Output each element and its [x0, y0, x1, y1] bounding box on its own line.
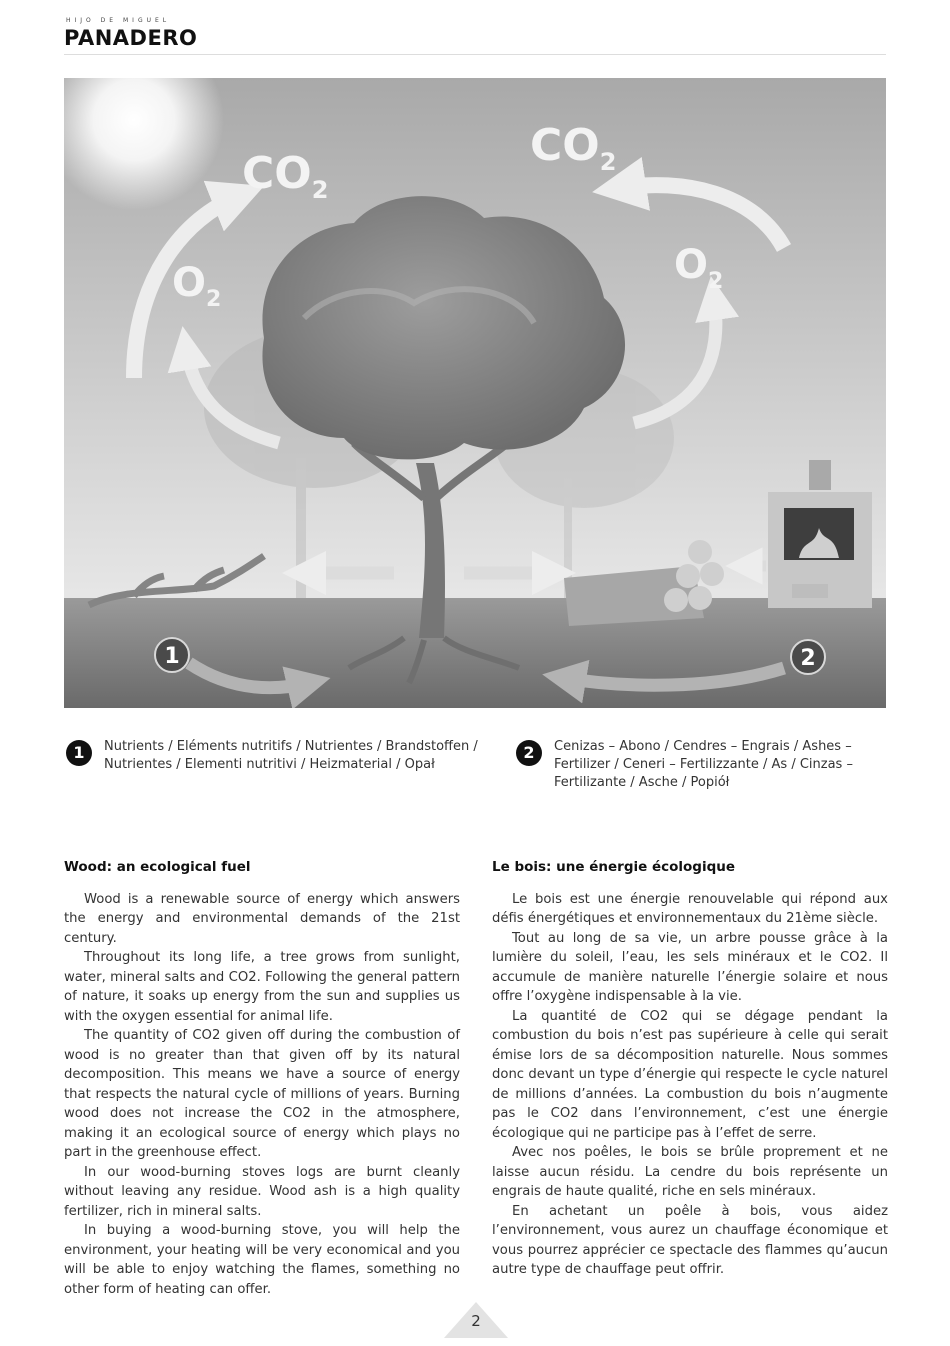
carbon-cycle-svg [64, 78, 886, 708]
legend-text-1 [104, 738, 478, 774]
french-paragraph-3: La quantité de CO2 qui se dégage pendant la combustion du bois n’est pas supérieure à celle qui serait émise lors de sa décomposition naturelle. Nous sommes donc devant un type d’énergie qui respecte le cycle naturel de millions d’années. La combustion du bois n’augmente pas le CO2 dans l’environnement, c’est une énergie écologique qui ne participe pas à l’effet de serre. [492, 1008, 888, 1141]
co2-label-left: $CO_2$ [242, 148, 329, 204]
french-paragraph-5: En achetant un poêle à bois, vous aidez l’environnement, vous aurez un chauffage économique et vous pourrez apprécier ce spectacle des flammes qu’aucun autre type de chauffage peut offrir. [492, 1203, 888, 1277]
legend-2-line-1: Cenizas – Abono / Cendres – Engrais / Ashes – [554, 739, 852, 754]
english-paragraph-2: Throughout its long life, a tree grows from sunlight, water, mineral salts and CO2. Following the general pattern of nature, it soaks up energy from the sun and supplies us with the oxygen essential for animal life. [64, 950, 460, 1024]
french-paragraph-2: Tout au long de sa vie, un arbre pousse grâce à la lumière du soleil, l’eau, les sels minéraux et le CO2. Il accumule de manière naturelle l’énergie solaire et nous offre l’oxygène indispensable à la vie. [492, 930, 888, 1004]
legend-2-line-3: Fertilizante / Asche / Popiół [554, 775, 730, 790]
page-number-badge [442, 1300, 510, 1340]
english-paragraph-4: In our wood-burning stoves logs are burnt cleanly without leaving any residue. Wood ash is a high quality fertilizer, rich in mineral salts. [64, 1164, 460, 1219]
legend-item-1 [66, 738, 486, 798]
french-paragraph-1: Le bois est une énergie renouvelable qui répond aux défis énergétiques et environnementaux du 21ème siècle. [492, 891, 888, 926]
english-paragraph-1: Wood is a renewable source of energy which answers the energy and environmental demands of the 21st century. [64, 891, 460, 946]
svg-text:2: 2 [800, 646, 816, 671]
svg-text:1: 1 [164, 644, 180, 669]
co2-label-right: $CO_2$ [530, 120, 617, 176]
brand-tagline: HIJO DE MIGUEL [66, 17, 171, 24]
o2-label-left: $O_2$ [172, 260, 222, 312]
french-column [492, 858, 888, 1280]
marker-1 [155, 638, 189, 672]
legend-1-line-1: Nutrients / Eléments nutritifs / Nutrientes / Brandstoffen / [104, 739, 478, 754]
legend-2-line-2: Fertilizer / Ceneri – Fertilizzante / As / Cinzas – [554, 757, 853, 772]
legend-number-1: 1 [66, 740, 92, 766]
legend-1-line-2: Nutrientes / Elementi nutritivi / Heizmaterial / Opał [104, 757, 435, 772]
legend-number-2: 2 [516, 740, 542, 766]
english-paragraph-3: The quantity of CO2 given off during the combustion of wood is no greater than that given off by its natural decomposition. This means we have a source of energy that respects the natural cycle of millions of years. Burning wood does not increase the CO2 in the atmosphere, making it an ecological source of energy which plays no part in the greenhouse effect. [64, 1028, 460, 1160]
o2-label-right: $O_2$ [674, 242, 724, 294]
brand-logo: PANADERO [64, 26, 198, 50]
carbon-cycle-illustration [64, 78, 886, 708]
legend-text-2 [554, 738, 853, 792]
page-number: 2 [471, 1312, 481, 1330]
english-column [64, 858, 460, 1299]
legend-item-2 [516, 738, 896, 798]
english-title: Wood: an ecological fuel [64, 859, 251, 875]
english-paragraph-5: In buying a wood-burning stove, you will help the environment, your heating will be very economical and you will be able to enjoy watching the flames, something no other form of heating can offer. [64, 1223, 460, 1297]
french-title: Le bois: une énergie écologique [492, 859, 736, 875]
french-paragraph-4: Avec nos poêles, le bois se brûle proprement et ne laisse aucun résidu. La cendre du bois représente un engrais de haute qualité, riche en sels minéraux. [492, 1145, 888, 1199]
marker-2 [791, 640, 825, 674]
header-divider [64, 54, 886, 55]
